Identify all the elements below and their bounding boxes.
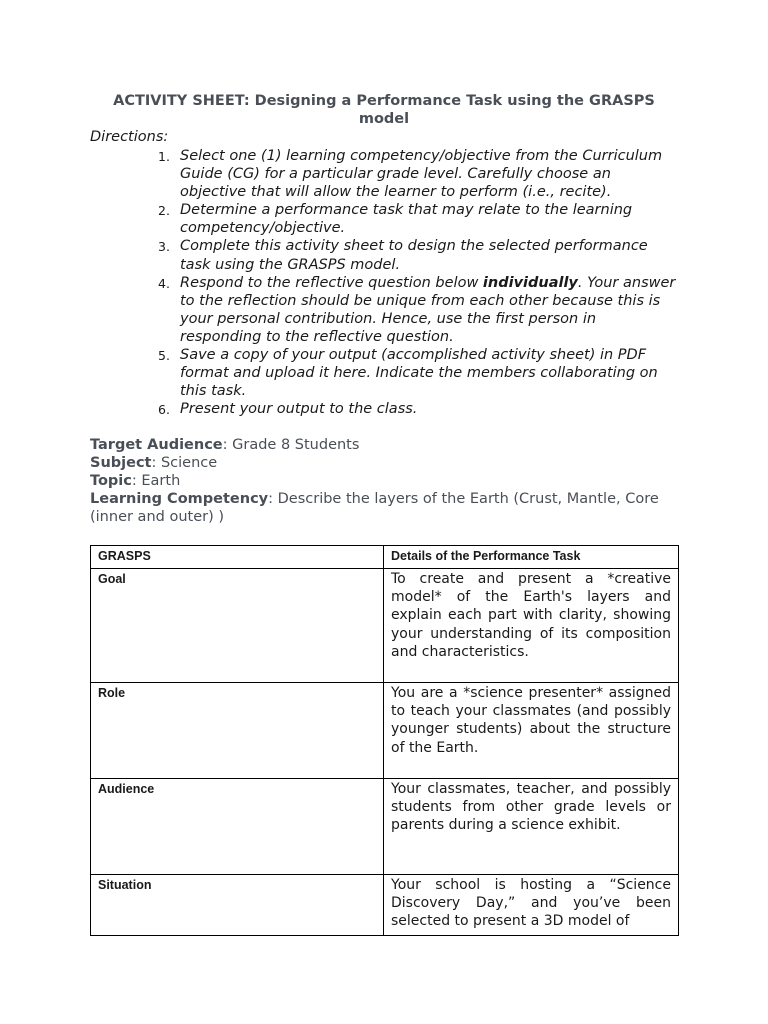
- topic-row: [90, 472, 680, 490]
- topic-value: : Earth: [131, 473, 181, 490]
- direction-number: 1.: [158, 149, 170, 164]
- direction-item: [150, 147, 680, 201]
- row-detail-audience: Your classmates, teacher, and possibly students from other grade levels or parents during a science exhibit.: [384, 779, 679, 875]
- target-audience-label: Target Audience: [90, 437, 223, 453]
- direction-item: [150, 237, 680, 273]
- direction-number: 6.: [158, 402, 170, 418]
- subject-value: : Science: [151, 455, 218, 472]
- row-label-role: Role: [91, 683, 384, 779]
- direction-text-before: Respond to the reflective question below: [180, 274, 483, 291]
- task-meta: [90, 436, 680, 526]
- direction-item: [150, 201, 680, 237]
- row-label-goal: Goal: [91, 569, 384, 683]
- page-title: ACTIVITY SHEET: Designing a Performance Task using the GRASPS model: [113, 93, 655, 127]
- direction-emphasis: individually: [482, 274, 578, 291]
- direction-text: Present your output to the class.: [180, 401, 418, 418]
- table-row-situation: [91, 875, 679, 936]
- direction-number: 4.: [158, 275, 170, 291]
- direction-text: Select one (1) learning competency/objective from the Curriculum Guide (CG) for a particular grade level. Carefully choose an objective that will allow the learner to perform (i.e., recite).: [180, 148, 663, 201]
- direction-text-after: . Your answer to the reflection should be unique from each other because this is your personal contribution. Hence, use the first person in responding to the reflective question.: [180, 274, 676, 345]
- row-detail-role: You are a *science presenter* assigned to teach your classmates (and possibly younger students) about the structure of the Earth.: [384, 683, 679, 779]
- grasps-table: [90, 545, 679, 936]
- row-detail-situation: Your school is hosting a “Science Discovery Day,” and you’ve been selected to present a 3D model of: [384, 875, 679, 936]
- direction-text: Complete this activity sheet to design the selected performance task using the GRASPS model.: [180, 238, 648, 273]
- row-detail-goal: To create and present a *creative model* of the Earth's layers and explain each part with clarity, showing your understanding of its composition and characteristics.: [384, 569, 679, 683]
- header-details: Details of the Performance Task: [384, 546, 679, 569]
- direction-item: [150, 274, 680, 346]
- row-label-audience: Audience: [91, 779, 384, 875]
- direction-text: Save a copy of your output (accomplished activity sheet) in PDF format and upload it here. Indicate the members collaborating on this task.: [180, 347, 658, 400]
- row-label-situation: Situation: [91, 875, 384, 936]
- table-row-goal: [91, 569, 679, 683]
- table-row-role: [91, 683, 679, 779]
- directions-list: [150, 147, 680, 418]
- target-audience-value: : Grade 8 Students: [222, 437, 360, 453]
- competency-label: Learning Competency: [90, 491, 269, 508]
- directions-label: Directions:: [90, 129, 169, 145]
- direction-number: 2.: [158, 203, 170, 219]
- table-header-row: [91, 546, 679, 569]
- competency-value: : Describe the layers of the Earth (Crust, Mantle, Core (inner and outer) ): [90, 491, 659, 526]
- subject-label: Subject: [90, 455, 152, 472]
- direction-text: Determine a performance task that may relate to the learning competency/objective.: [180, 202, 633, 237]
- direction-number: 5.: [158, 348, 170, 364]
- target-audience-row: [90, 436, 680, 454]
- header-grasps: GRASPS: [91, 546, 384, 569]
- subject-row: [90, 454, 680, 472]
- competency-row: [90, 490, 680, 526]
- direction-number: 3.: [158, 239, 170, 255]
- direction-item: [150, 346, 680, 400]
- topic-label: Topic: [90, 473, 132, 490]
- direction-item: [150, 400, 680, 418]
- table-row-audience: [91, 779, 679, 875]
